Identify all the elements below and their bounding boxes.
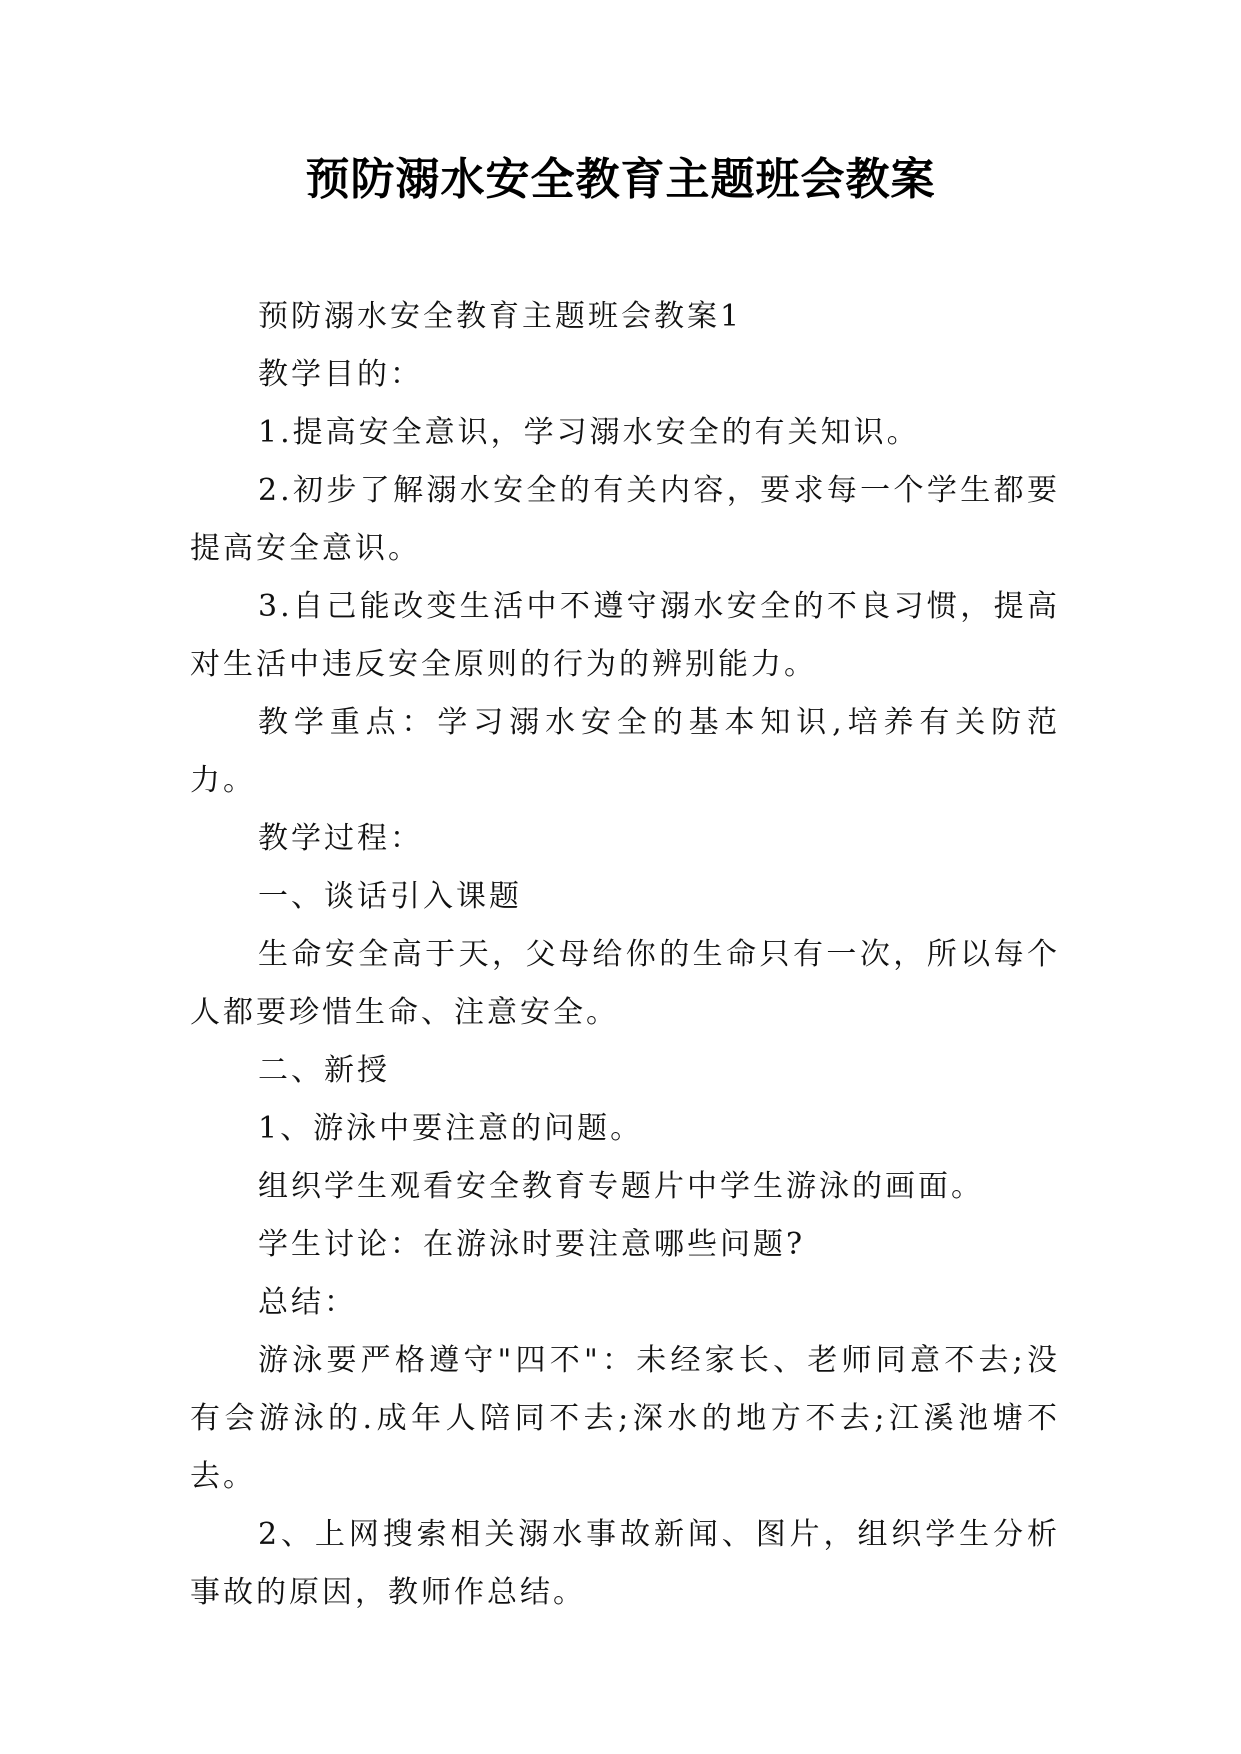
list-item: 1、游泳中要注意的问题。 — [258, 1111, 644, 1146]
objective-item: 3.自己能改变生活中不遵守溺水安全的不良习惯，提高对生活中违反安全原则的行为的辨别能力。 — [190, 589, 1060, 682]
objective-item: 1.提高安全意识，学习溺水安全的有关知识。 — [258, 415, 920, 450]
summary-heading: 总结： — [258, 1285, 357, 1320]
subsection-heading: 二、新授 — [258, 1053, 390, 1088]
objective-item: 2.初步了解溺水安全的有关内容，要求每一个学生都要提高安全意识。 — [190, 473, 1060, 566]
list-item: 2、上网搜索相关溺水事故新闻、图片，组织学生分析事故的原因，教师作总结。 — [190, 1517, 1060, 1610]
process-heading: 教学过程： — [258, 821, 423, 856]
body-paragraph: 组织学生观看安全教育专题片中学生游泳的画面。 — [258, 1169, 984, 1204]
document-body — [190, 288, 1060, 1622]
document-title: 预防溺水安全教育主题班会教案 — [305, 154, 936, 205]
subsection-heading: 一、谈话引入课题 — [258, 879, 522, 914]
section-heading: 预防溺水安全教育主题班会教案1 — [258, 299, 743, 334]
body-paragraph: 生命安全高于天，父母给你的生命只有一次，所以每个人都要珍惜生命、注意安全。 — [190, 937, 1060, 1030]
body-paragraph: 游泳要严格遵守"四不"：未经家长、老师同意不去;没有会游泳的.成年人陪同不去;深水的地方不去;江溪池塘不去。 — [190, 1343, 1060, 1494]
objectives-heading: 教学目的： — [258, 357, 423, 392]
body-paragraph: 学生讨论：在游泳时要注意哪些问题? — [258, 1227, 806, 1262]
key-points-paragraph: 教学重点：学习溺水安全的基本知识,培养有关防范力。 — [190, 705, 1060, 798]
